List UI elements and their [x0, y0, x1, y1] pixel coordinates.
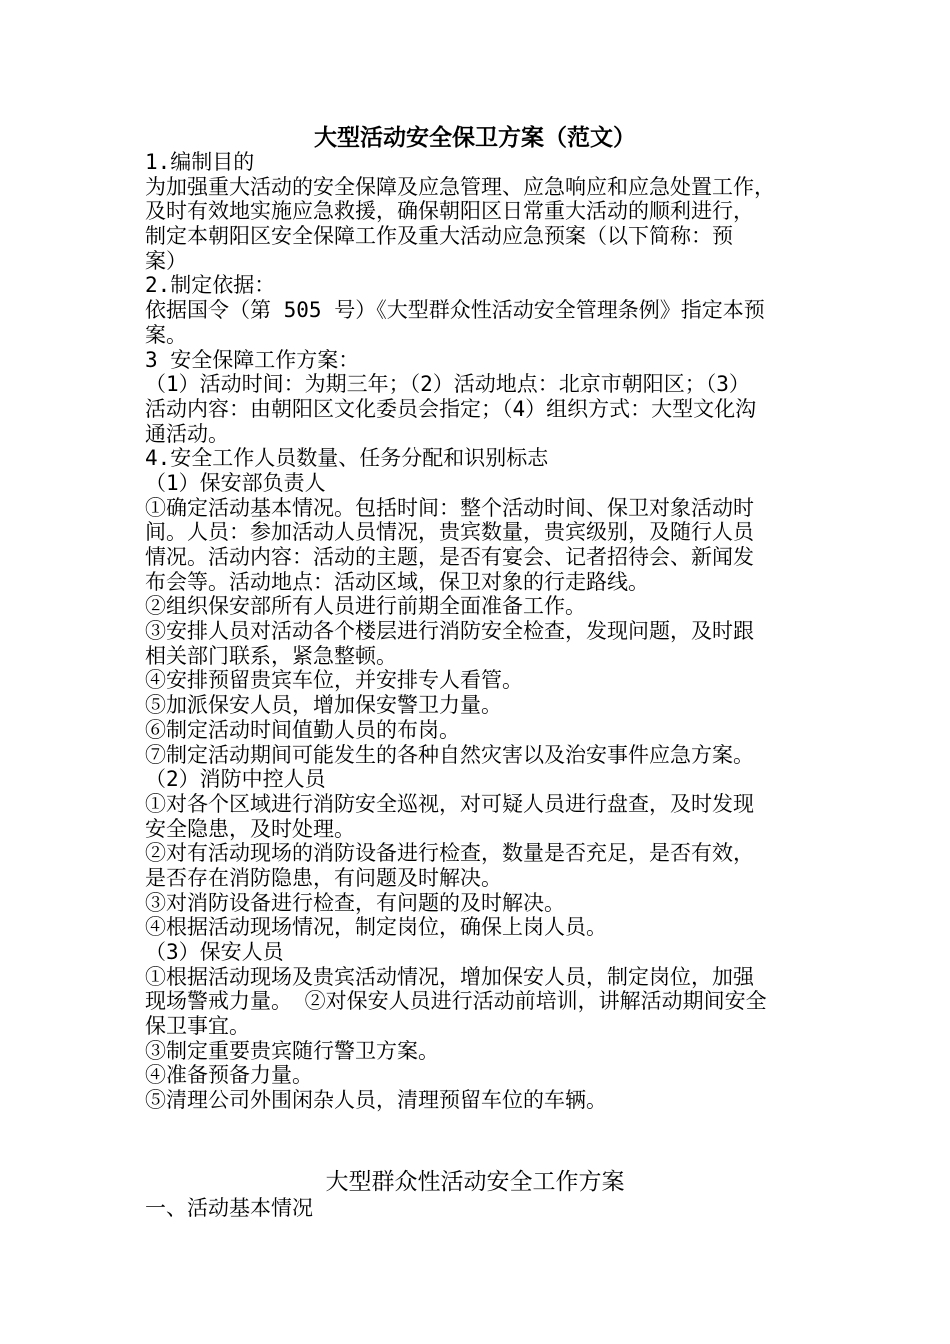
- document-body: [145, 150, 835, 1113]
- text-line: ②对有活动现场的消防设备进行检查，数量是否充足，是否有效，: [145, 841, 754, 866]
- text-line: （1）活动时间：为期三年；（2）活动地点：北京市朝阳区；（3）: [145, 372, 750, 397]
- text-line: 情况。活动内容：活动的主题，是否有宴会、记者招待会、新闻发: [145, 545, 754, 569]
- text-line: ④安排预留贵宾车位，并安排专人看管。: [145, 668, 523, 693]
- text-line: 活动内容：由朝阳区文化委员会指定；（4）组织方式：大型文化沟: [145, 396, 757, 421]
- text-line: 保卫事宜。: [145, 1014, 250, 1039]
- text-line: 依据国令（第 505 号）《大型群众性活动安全管理条例》指定本预: [145, 298, 765, 323]
- text-line: 3 安全保障工作方案：: [145, 347, 360, 372]
- text-line: ③制定重要贵宾随行警卫方案。: [145, 1038, 439, 1063]
- text-line: 是否存在消防隐患，有问题及时解决。: [145, 865, 502, 890]
- text-line: ④准备预备力量。: [145, 1063, 313, 1088]
- text-line: ①对各个区域进行消防安全巡视，对可疑人员进行盘查，及时发现: [145, 791, 754, 816]
- text-line: 案）: [145, 248, 187, 273]
- text-line: ④根据活动现场情况，制定岗位，确保上岗人员。: [145, 915, 607, 940]
- text-line: 安全隐患，及时处理。: [145, 816, 355, 841]
- text-line: ③安排人员对活动各个楼层进行消防安全检查，发现问题，及时跟: [145, 619, 754, 644]
- text-line: 间。人员：参加活动人员情况，贵宾数量，贵宾级别，及随行人员: [145, 520, 754, 545]
- text-line: ⑥制定活动时间值勤人员的布岗。: [145, 717, 460, 742]
- text-line: 现场警戒力量。 ②对保安人员进行活动前培训，讲解活动期间安全: [145, 989, 767, 1014]
- text-line: ①确定活动基本情况。包括时间：整个活动时间、保卫对象活动时: [145, 495, 754, 520]
- text-line: （1）保安部负责人: [145, 470, 326, 495]
- text-line: ⑤加派保安人员，增加保安警卫力量。: [145, 693, 502, 718]
- text-line: 为加强重大活动的安全保障及应急管理、应急响应和应急处置工作，: [145, 174, 775, 199]
- text-line: （3）保安人员: [145, 940, 284, 964]
- text-line: 及时有效地实施应急救援，确保朝阳区日常重大活动的顺利进行，: [145, 199, 754, 224]
- text-line: ③对消防设备进行检查，有问题的及时解决。: [145, 890, 565, 915]
- second-document-title: 大型群众性活动安全工作方案: [325, 1169, 625, 1195]
- text-line: 制定本朝阳区安全保障工作及重大活动应急预案（以下简称：预: [145, 224, 733, 249]
- text-line: 案。: [145, 322, 187, 347]
- text-line: 通活动。: [145, 421, 229, 446]
- text-line: （2）消防中控人员: [145, 767, 326, 792]
- text-line: 布会等。活动地点：活动区域，保卫对象的行走路线。: [145, 569, 649, 594]
- text-line: 4.安全工作人员数量、任务分配和识别标志: [145, 446, 549, 471]
- text-line: ⑤清理公司外围闲杂人员，清理预留车位的车辆。: [145, 1088, 607, 1113]
- text-line: 2.制定依据：: [145, 273, 276, 298]
- document-title: 大型活动安全保卫方案（范文）: [314, 125, 636, 151]
- text-line: 1.编制目的: [145, 150, 255, 174]
- text-line: ①根据活动现场及贵宾活动情况，增加保安人员，制定岗位，加强: [145, 964, 754, 989]
- text-line: 相关部门联系，紧急整顿。: [145, 643, 397, 668]
- text-line: ②组织保安部所有人员进行前期全面准备工作。: [145, 594, 586, 619]
- section-heading: 一、活动基本情况: [145, 1196, 313, 1220]
- text-line: ⑦制定活动期间可能发生的各种自然灾害以及治安事件应急方案。: [145, 742, 754, 767]
